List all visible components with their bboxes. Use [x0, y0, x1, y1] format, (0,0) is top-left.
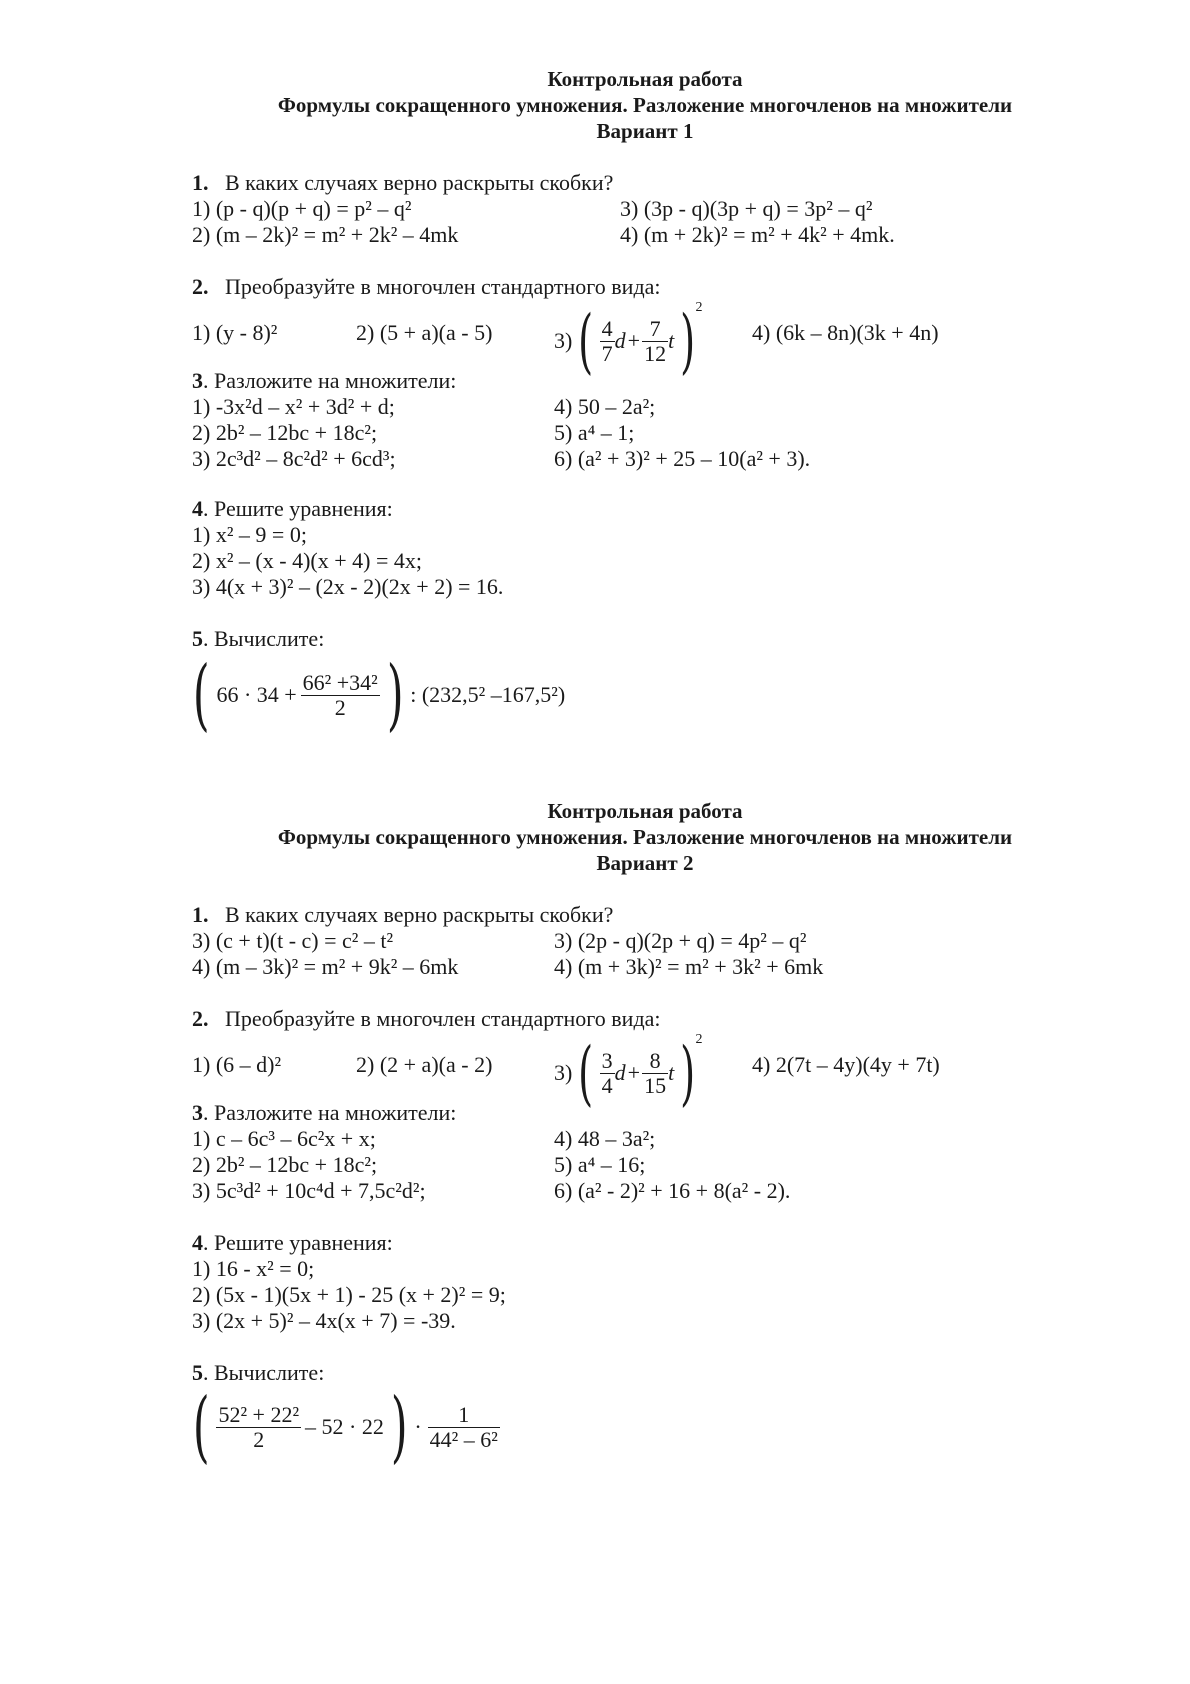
- question-2: [192, 1006, 661, 1032]
- subtitle: Формулы сокращенного умножения. Разложение многочленов на множители: [277, 93, 1013, 117]
- paren-left: (: [578, 1032, 594, 1114]
- expression: [186, 650, 565, 740]
- paren-left: (: [192, 1382, 210, 1472]
- question-3: [192, 368, 456, 394]
- item: 3) (2x + 5)² – 4x(x + 7) = -39.: [192, 1308, 456, 1333]
- exponent: 2: [695, 1032, 703, 1047]
- item-3-expression: [554, 300, 703, 382]
- question-number: 5: [192, 1360, 203, 1385]
- item: 3) 2c³d² – 8c²d² + 6cd³;: [192, 446, 396, 471]
- term: 66 · 34 +: [216, 682, 297, 707]
- question-number: 1.: [192, 170, 209, 195]
- item: 1) (y - 8)²: [192, 320, 278, 345]
- subtitle: Формулы сокращенного умножения. Разложение многочленов на множители: [277, 825, 1013, 849]
- item: 2) (5x - 1)(5x + 1) - 25 (x + 2)² = 9;: [192, 1282, 506, 1307]
- paren-right: ): [386, 650, 404, 740]
- question-3: [192, 1100, 456, 1126]
- question-text: . Решите уравнения:: [203, 1230, 393, 1255]
- item: 1) -3x²d – x² + 3d² + d;: [192, 394, 395, 419]
- question-number: 1.: [192, 902, 209, 927]
- option: 1) (p - q)(p + q) = p² – q²: [192, 196, 412, 221]
- paren-right: ): [680, 1032, 696, 1114]
- question-number: 2.: [192, 274, 209, 299]
- fraction: $\frac{4}{7}$: [601, 315, 613, 366]
- item: 6) (a² - 2)² + 16 + 8(a² - 2).: [554, 1178, 791, 1203]
- item: 4) 48 – 3a²;: [554, 1126, 656, 1151]
- question-number: 3: [192, 1100, 203, 1125]
- question-number: 3: [192, 368, 203, 393]
- question-text: . Вычислите:: [203, 1360, 325, 1385]
- term: – 52 · 22: [305, 1414, 384, 1439]
- paren-left: (: [578, 300, 594, 382]
- fraction: $\frac{\text{52² + 22²}}{2}$: [218, 1401, 300, 1452]
- question-text: . Вычислите:: [203, 626, 325, 651]
- item: 1) x² – 9 = 0;: [192, 522, 307, 547]
- item: 2) (5 + a)(a - 5): [356, 320, 493, 345]
- question-text: . Разложите на множители:: [203, 1100, 457, 1125]
- title: Контрольная работа: [547, 67, 743, 91]
- paren-right: ): [680, 300, 696, 382]
- item: 5) a⁴ – 1;: [554, 420, 635, 445]
- item: 4) (6k – 8n)(3k + 4n): [752, 320, 939, 345]
- question-4: [192, 1230, 393, 1256]
- item: 4) 50 – 2a²;: [554, 394, 656, 419]
- question-text: . Разложите на множители:: [203, 368, 457, 393]
- variant-label: Вариант 1: [596, 119, 694, 143]
- fraction: $\frac{8}{15}$: [644, 1047, 667, 1098]
- operator: +: [627, 1060, 641, 1085]
- item: 2) x² – (x - 4)(x + 4) = 4x;: [192, 548, 422, 573]
- variable: t: [668, 1060, 675, 1085]
- question-text: В каких случаях верно раскрыты скобки?: [225, 170, 614, 195]
- item: 3) 5c³d² + 10c⁴d + 7,5c²d²;: [192, 1178, 426, 1203]
- option: 4) (m – 3k)² = m² + 9k² – 6mk: [192, 954, 459, 979]
- paren-left: (: [192, 650, 210, 740]
- question-number: 2.: [192, 1006, 209, 1031]
- option: 3) (c + t)(t - c) = c² – t²: [192, 928, 394, 953]
- question-text: Преобразуйте в многочлен стандартного вида:: [225, 274, 661, 299]
- fraction: $\frac{3}{4}$: [601, 1047, 613, 1098]
- operator: ·: [414, 1414, 422, 1439]
- item-label: 3): [554, 328, 573, 353]
- option: 4) (m + 2k)² = m² + 4k² + 4mk.: [620, 222, 895, 247]
- question-number: 5: [192, 626, 203, 651]
- variable: t: [668, 328, 675, 353]
- question-number: 4: [192, 496, 203, 521]
- question-text: Преобразуйте в многочлен стандартного вида:: [225, 1006, 661, 1031]
- term: : (232,5² –167,5²): [410, 682, 566, 707]
- option: 3) (3p - q)(3p + q) = 3p² – q²: [620, 196, 873, 221]
- paren-right: ): [390, 1382, 408, 1472]
- item: 2) 2b² – 12bc + 18c²;: [192, 1152, 378, 1177]
- question-2: [192, 274, 661, 300]
- item: 3) 4(x + 3)² – (2x - 2)(2x + 2) = 16.: [192, 574, 504, 599]
- option: 3) (2p - q)(2p + q) = 4p² – q²: [554, 928, 807, 953]
- item-label: 3): [554, 1060, 573, 1085]
- fraction: $\frac{\text{66² +34²}}{2}$: [302, 669, 378, 720]
- item: 2) (2 + a)(a - 2): [356, 1052, 493, 1077]
- exponent: 2: [695, 300, 703, 315]
- item: 1) c – 6c³ – 6c²x + x;: [192, 1126, 376, 1151]
- item: 5) a⁴ – 16;: [554, 1152, 646, 1177]
- question-text: . Решите уравнения:: [203, 496, 393, 521]
- item: 2) 2b² – 12bc + 18c²;: [192, 420, 378, 445]
- operator: +: [627, 328, 641, 353]
- question-1: [192, 902, 613, 928]
- item: 6) (a² + 3)² + 25 – 10(a² + 3).: [554, 446, 811, 471]
- option: 4) (m + 3k)² = m² + 3k² + 6mk: [554, 954, 824, 979]
- question-text: В каких случаях верно раскрыты скобки?: [225, 902, 614, 927]
- fraction: $\frac{7}{12}$: [644, 315, 667, 366]
- item: 1) 16 - x² = 0;: [192, 1256, 315, 1281]
- question-number: 4: [192, 1230, 203, 1255]
- question-1: [192, 170, 613, 196]
- question-4: [192, 496, 393, 522]
- question-5: [192, 626, 324, 652]
- item: 4) 2(7t – 4y)(4y + 7t): [752, 1052, 940, 1077]
- variant-label: Вариант 2: [596, 851, 694, 875]
- option: 2) (m – 2k)² = m² + 2k² – 4mk: [192, 222, 459, 247]
- variable: d: [614, 328, 626, 353]
- expression: [186, 1382, 500, 1472]
- item-3-expression: [554, 1032, 703, 1114]
- title: Контрольная работа: [547, 799, 743, 823]
- fraction: $\frac{1}{\text{44² – 6²}}$: [429, 1401, 498, 1452]
- item: 1) (6 – d)²: [192, 1052, 282, 1077]
- variable: d: [614, 1060, 626, 1085]
